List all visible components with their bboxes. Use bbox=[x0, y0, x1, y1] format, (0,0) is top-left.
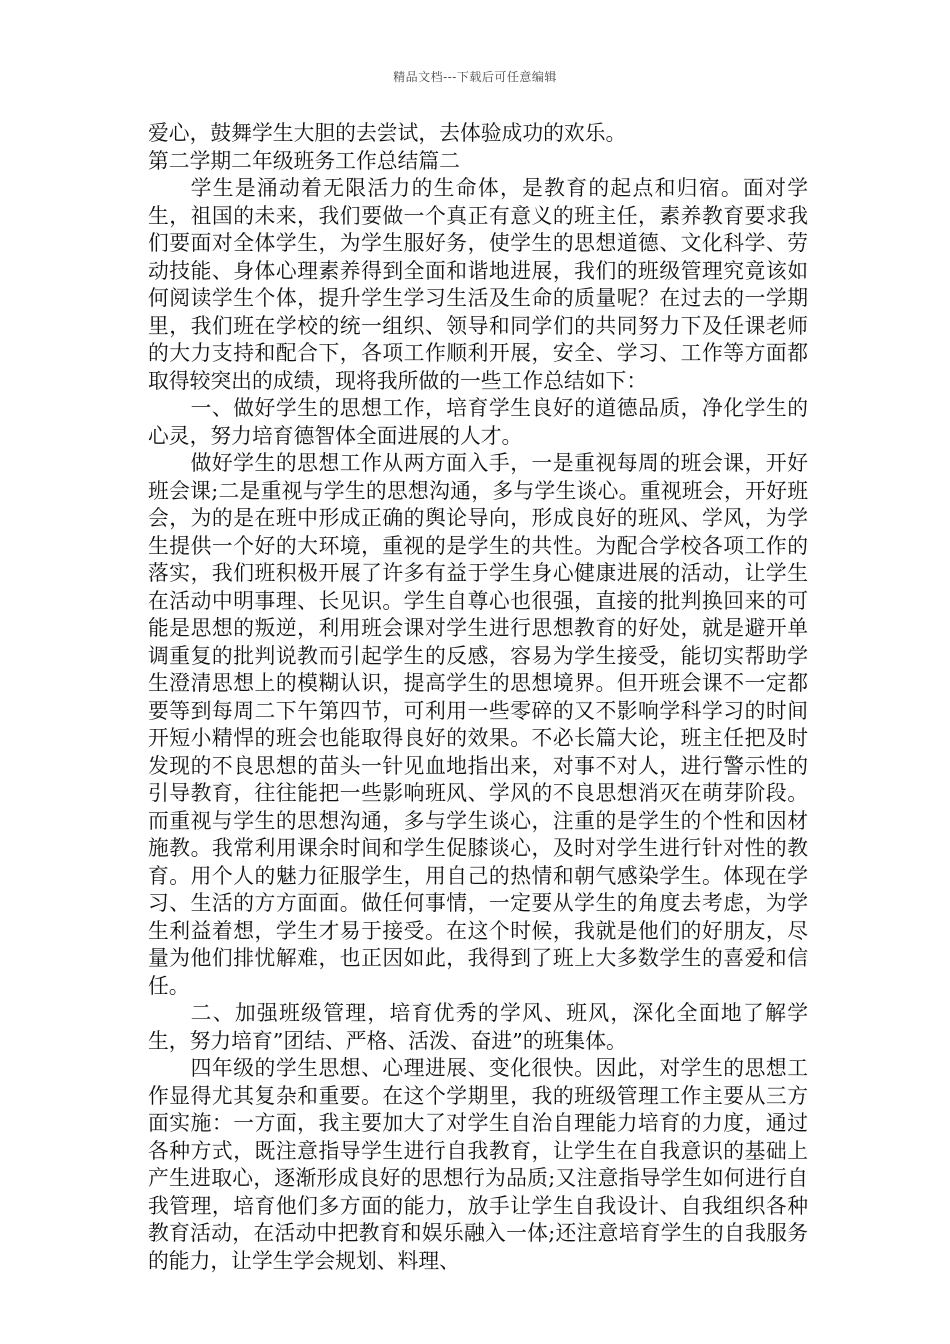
section-heading: 第二学期二年级班务工作总结篇二 bbox=[148, 148, 460, 173]
paragraph-point-one-detail: 做好学生的思想工作从两方面入手，一是重视每周的班会课，开好班会课;二是重视与学生的思想沟通，多与学生谈心。重视班会，开好班会，为的是在班中形成正确的舆论导向，形成良好的班风、学风，为学生提供一个好的大环境，重视的是学生的共性。为配合学校各项工作的落实，我们班积极开展了许多有益于学生身心健康进展的活动，让学生在活动中明事理、长见识。学生自尊心也很强，直接的批判换回来的可能是思想的叛逆，利用班会课对学生进行思想教育的好处，就是避开单调重复的批判说教而引起学生的反感，容易为学生接受，能切实帮助学生澄清思想上的模糊认识，提高学生的思想境界。但开班会课不一定都要等到每周二下午第四节，可利用一些零碎的又不影响学科学习的时间开短小精悍的班会也能取得良好的效果。不必长篇大论，班主任把及时发现的不良思想的苗头一针见血地指出来，对事不对人，进行警示性的引导教育，往往能把一些影响班风、学风的不良思想消灭在萌芽阶段。而重视与学生的思想沟通，多与学生谈心，注重的是学生的个性和因材施教。我常利用课余时间和学生促膝谈心，及时对学生进行针对性的教育。用个人的魅力征服学生，用自己的热情和朝气感染学生。体现在学习、生活的方方面面。做任何事情，一定要从学生的角度去考虑，为学生利益着想，学生才易于接受。在这个时候，我就是他们的好朋友，尽量为他们排忧解难，也正因如此，我得到了班上大多数学生的喜爱和信任。 bbox=[148, 451, 808, 998]
paragraph-point-one: 一、做好学生的思想工作，培育学生良好的道德品质，净化学生的心灵，努力培育德智体全面进展的人才。 bbox=[148, 396, 808, 448]
paragraph-continuation: 爱心，鼓舞学生大胆的去尝试，去体验成功的欢乐。 bbox=[148, 121, 627, 145]
paragraph-point-two: 二、加强班级管理，培育优秀的学风、班风，深化全面地了解学生，努力培育”团结、严格、活泼、奋进”的班集体。 bbox=[148, 1001, 808, 1053]
page-header: 精品文档---下载后可任意编辑 bbox=[393, 70, 557, 84]
paragraph-intro: 学生是涌动着无限活力的生命体，是教育的起点和归宿。面对学生，祖国的未来，我们要做一个真正有意义的班主任，素养教育要求我们要面对全体学生，为学生服好务，使学生的思想道德、文化科学、劳动技能、身体心理素养得到全面和谐地进展，我们的班级管理究竟该如何阅读学生个体，提升学生学习生活及生命的质量呢？在过去的一学期里，我们班在学校的统一组织、领导和同学们的共同努力下及任课老师的大力支持和配合下，各项工作顺利开展，安全、学习、工作等方面都取得较突出的成绩，现将我所做的一些工作总结如下： bbox=[148, 176, 808, 393]
paragraph-point-two-detail: 四年级的学生思想、心理进展、变化很快。因此，对学生的思想工作显得尤其复杂和重要。在这个学期里，我的班级管理工作主要从三方面实施：一方面，我主要加大了对学生自治自理能力培育的力度，通过各种方式，既注意指导学生进行自我教育，让学生在自我意识的基础上产生进取心，逐渐形成良好的思想行为品质;又注意指导学生如何进行自我管理，培育他们多方面的能力，放手让学生自我设计、自我组织各种教育活动，在活动中把教育和娱乐融入一体;还注意培育学生的自我服务的能力，让学生学会规划、料理、 bbox=[148, 1056, 808, 1273]
document-body bbox=[148, 120, 808, 1275]
